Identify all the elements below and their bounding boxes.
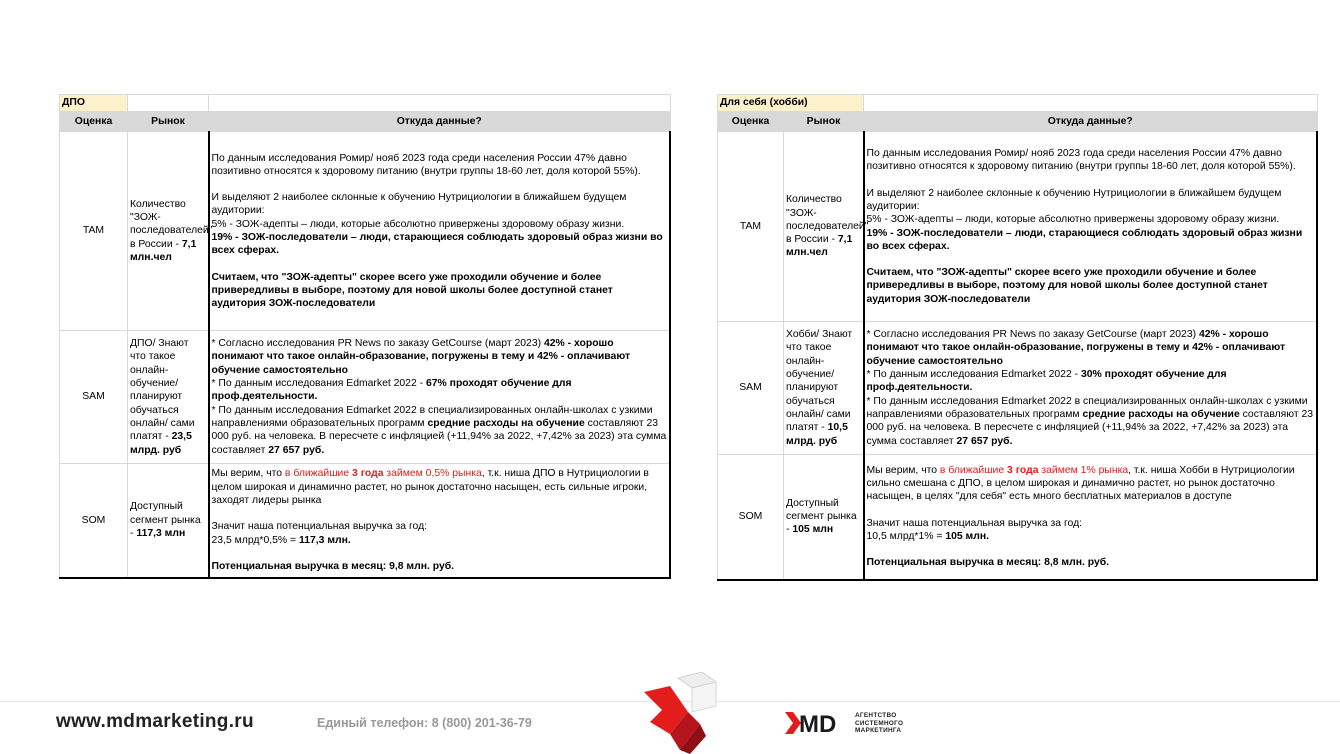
md-logo-icon <box>785 709 849 737</box>
tam-source: По данным исследования Ромир/ нояб 2023 года среди населения России 47% давно позитивно относятся к здоровому питанию (внутри группы 18-60 лет, доля которой 55%). И выделяют 2 наиболее склонные к обучению Нутрициологии в ближайшем будущем аудитории: 5% - ЗОЖ-адепты – люди, которые абсолютно привержены здоровому образу жизни. 19% - ЗОЖ-последователи – люди, старающиеся соблюдать здоровый образ жизни во всех сферах. Считаем, что "ЗОЖ-адепты" скорее всего уже проходили обучение и более привередливы в выборе, поэтому для новой школы более доступной станет аудитория ЗОЖ-последователи <box>864 132 1318 322</box>
sam-source: * Согласно исследования PR News по заказу GetCourse (март 2023) 42% - хорошо понимают что такое онлайн-образование, погружены в тему и 42% - оплачивают обучение самостоятельно * По данным исследования Edmarket 2022 - 30% проходят обучение для проф.деятельности. * По данным исследования Edmarket 2022 в специализированных онлайн-школах с узкими направлениями образовательных программ средние расходы на обучение составляют 23 000 руб. на человека. В пересчете с инфляцией (+11,94% за 2022, +7,42% за 2023) эта сумма составляет 27 657 руб. <box>864 322 1318 455</box>
phone-number: Единый телефон: 8 (800) 201-36-79 <box>317 716 532 730</box>
table-caption: Для себя (хобби) <box>718 95 864 112</box>
table-caption: ДПО <box>60 95 128 112</box>
som-source: Мы верим, что в ближайшие 3 года займем 0,5% рынка, т.к. ниша ДПО в Нутрициологии в целом широкая и динамично растет, но рынок достаточно насыщен, есть сильные игроки, заходят лидеры рынка Значит наша потенциальная выручка за год: 23,5 млрд*0,5% = 117,3 млн. Потенциальная выручка в месяц: 9,8 млн. руб. <box>209 464 671 578</box>
som-label: SOM <box>60 464 128 578</box>
som-source: Мы верим, что в ближайшие 3 года займем 1% рынка, т.к. ниша Хобби в Нутрициологии сильно смешана с ДПО, в целом широкая и динамично растет, но рынок достаточно насыщен, в целях "для себя" есть много бесплатных материалов в доступе Значит наша потенциальная выручка за год: 10,5 млрд*1% = 105 млн. Потенциальная выручка в месяц: 8,8 млн. руб. <box>864 455 1318 580</box>
sam-row <box>718 322 1318 455</box>
hobby-market-table-panel <box>717 94 1318 581</box>
hobby-market-table <box>717 94 1318 581</box>
sam-market: ДПО/ Знают что такое онлайн-обучение/ планируют обучаться онлайн/ сами платят - 23,5 млрд. руб <box>128 331 209 464</box>
svg-text:MD: MD <box>799 711 837 737</box>
tam-row <box>718 132 1318 322</box>
sam-label: SAM <box>718 322 784 455</box>
tam-market: Количество "ЗОЖ-последователей" в России - 7,1 млн.чел <box>128 132 209 331</box>
table-header-row <box>60 112 671 132</box>
tam-label: TAM <box>718 132 784 322</box>
tam-source: По данным исследования Ромир/ нояб 2023 года среди населения России 47% давно позитивно относятся к здоровому питанию (внутри группы 18-60 лет, доля которой 55%). И выделяют 2 наиболее склонные к обучению Нутрициологии в ближайшем будущем аудитории: 5% - ЗОЖ-адепты – люди, которые абсолютно привержены здоровому образу жизни. 19% - ЗОЖ-последователи – люди, старающиеся соблюдать здоровый образ жизни во всех сферах. Считаем, что "ЗОЖ-адепты" скорее всего уже проходили обучение и более привередливы в выборе, поэтому для новой школы более доступной станет аудитория ЗОЖ-последователи <box>209 132 671 331</box>
dpo-market-table <box>59 94 671 579</box>
website-link[interactable]: www.mdmarketing.ru <box>56 711 254 732</box>
sam-label: SAM <box>60 331 128 464</box>
agency-name: АГЕНТСТВО СИСТЕМНОГО МАРКЕТИНГА <box>855 712 904 735</box>
header-score: Оценка <box>718 112 784 132</box>
sam-row <box>60 331 671 464</box>
som-label: SOM <box>718 455 784 580</box>
header-market: Рынок <box>128 112 209 132</box>
tam-label: TAM <box>60 132 128 331</box>
header-source: Откуда данные? <box>864 112 1318 132</box>
table-header-row <box>718 112 1318 132</box>
header-source: Откуда данные? <box>209 112 671 132</box>
sam-source: * Согласно исследования PR News по заказу GetCourse (март 2023) 42% - хорошо понимают что такое онлайн-образование, погружены в тему и 42% - оплачивают обучение самостоятельно * По данным исследования Edmarket 2022 - 67% проходят обучение для проф.деятельности. * По данным исследования Edmarket 2022 в специализированных онлайн-школах с узкими направлениями образовательных программ средние расходы на обучение составляют 23 000 руб. на человека. В пересчете с инфляцией (+11,94% за 2022, +7,42% за 2023) эта сумма составляет 27 657 руб. <box>209 331 671 464</box>
brand-emblem-icon <box>640 672 720 754</box>
sam-market: Хобби/ Знают что такое онлайн-обучение/ планируют обучаться онлайн/ сами платят - 10,5 млрд. руб <box>784 322 864 455</box>
som-row <box>718 455 1318 580</box>
header-score: Оценка <box>60 112 128 132</box>
dpo-market-table-panel <box>59 94 671 579</box>
tam-row <box>60 132 671 331</box>
som-row <box>60 464 671 578</box>
header-market: Рынок <box>784 112 864 132</box>
tam-market: Количество "ЗОЖ-последователей" в России - 7,1 млн.чел <box>784 132 864 322</box>
som-market: Доступный сегмент рынка - 105 млн <box>784 455 864 580</box>
som-market: Доступный сегмент рынка - 117,3 млн <box>128 464 209 578</box>
